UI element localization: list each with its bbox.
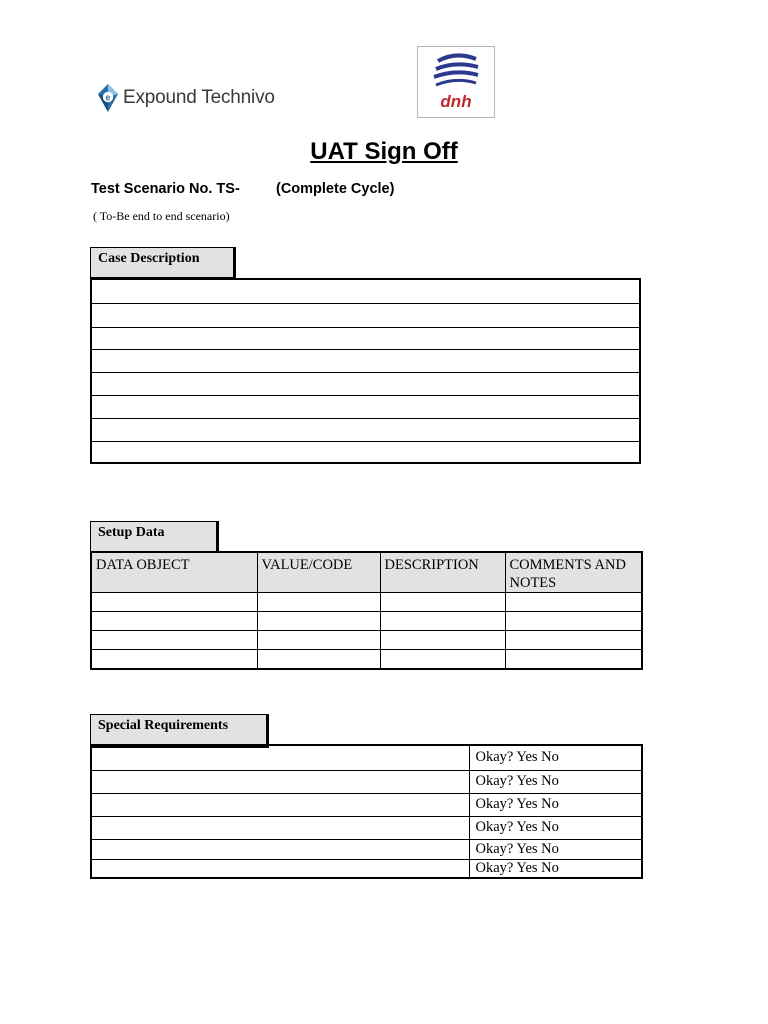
description-header: DESCRIPTION [380,552,505,593]
requirement-cell[interactable] [91,770,469,793]
comments-notes-header: COMMENTS AND NOTES [505,552,642,593]
okay-yes-no-cell[interactable]: Okay? Yes No [469,839,642,859]
case-description-label: Case Description [90,247,236,280]
setup-data-label: Setup Data [90,521,219,555]
case-description-row [91,418,640,441]
data-object-cell[interactable] [91,650,257,669]
data-object-cell[interactable] [91,612,257,631]
description-cell[interactable] [380,631,505,650]
setup-data-header-row [91,552,642,593]
special-requirement-row [91,745,642,770]
case-description-row [91,395,640,418]
value-code-cell[interactable] [257,612,380,631]
description-cell[interactable] [380,650,505,669]
okay-yes-no-cell[interactable]: Okay? Yes No [469,770,642,793]
requirement-cell[interactable] [91,793,469,816]
case-description-row [91,372,640,395]
comments-notes-cell[interactable] [505,593,642,612]
expound-logo-icon [96,82,120,114]
special-requirements-table [90,744,643,879]
description-cell[interactable] [380,612,505,631]
description-cell[interactable] [380,593,505,612]
case-description-cell[interactable] [91,279,640,303]
okay-yes-no-cell[interactable]: Okay? Yes No [469,745,642,770]
special-requirements-label: Special Requirements [90,714,269,748]
case-description-row [91,441,640,463]
special-requirement-row [91,793,642,816]
value-code-cell[interactable] [257,631,380,650]
value-code-header: VALUE/CODE [257,552,380,593]
okay-yes-no-cell[interactable]: Okay? Yes No [469,859,642,878]
value-code-cell[interactable] [257,593,380,612]
case-description-cell[interactable] [91,303,640,327]
special-requirement-row [91,816,642,839]
case-description-row [91,279,640,303]
page-title: UAT Sign Off [310,138,458,165]
case-description-cell[interactable] [91,441,640,463]
comments-notes-cell[interactable] [505,612,642,631]
setup-data-row [91,593,642,612]
special-requirement-row [91,859,642,878]
case-description-cell[interactable] [91,372,640,395]
case-description-cell[interactable] [91,418,640,441]
case-description-cell[interactable] [91,349,640,372]
data-object-cell[interactable] [91,593,257,612]
setup-data-row [91,650,642,669]
data-object-cell[interactable] [91,631,257,650]
expound-technivo-logo [96,82,275,114]
case-description-row [91,349,640,372]
dnh-logo [417,46,495,118]
comments-notes-cell[interactable] [505,631,642,650]
case-description-table [90,278,641,464]
requirement-cell[interactable] [91,859,469,878]
comments-notes-cell[interactable] [505,650,642,669]
setup-data-row [91,612,642,631]
requirement-cell[interactable] [91,839,469,859]
setup-data-row [91,631,642,650]
client-logo-text: dnh [440,92,472,111]
requirement-cell[interactable] [91,745,469,770]
case-description-row [91,327,640,349]
complete-cycle-label: (Complete Cycle) [276,181,395,197]
scenario-number-label: Test Scenario No. TS- [91,181,240,197]
case-description-row [91,303,640,327]
data-object-header: DATA OBJECT [91,552,257,593]
setup-data-table [90,551,643,670]
special-requirement-row [91,839,642,859]
okay-yes-no-cell[interactable]: Okay? Yes No [469,793,642,816]
requirement-cell[interactable] [91,816,469,839]
svg-text:e: e [105,92,111,103]
scenario-note: ( To-Be end to end scenario) [93,209,230,223]
value-code-cell[interactable] [257,650,380,669]
dnh-waves-icon [418,47,494,95]
okay-yes-no-cell[interactable]: Okay? Yes No [469,816,642,839]
special-requirement-row [91,770,642,793]
case-description-cell[interactable] [91,327,640,349]
company-logo-text: Expound Technivo [123,87,275,108]
case-description-cell[interactable] [91,395,640,418]
